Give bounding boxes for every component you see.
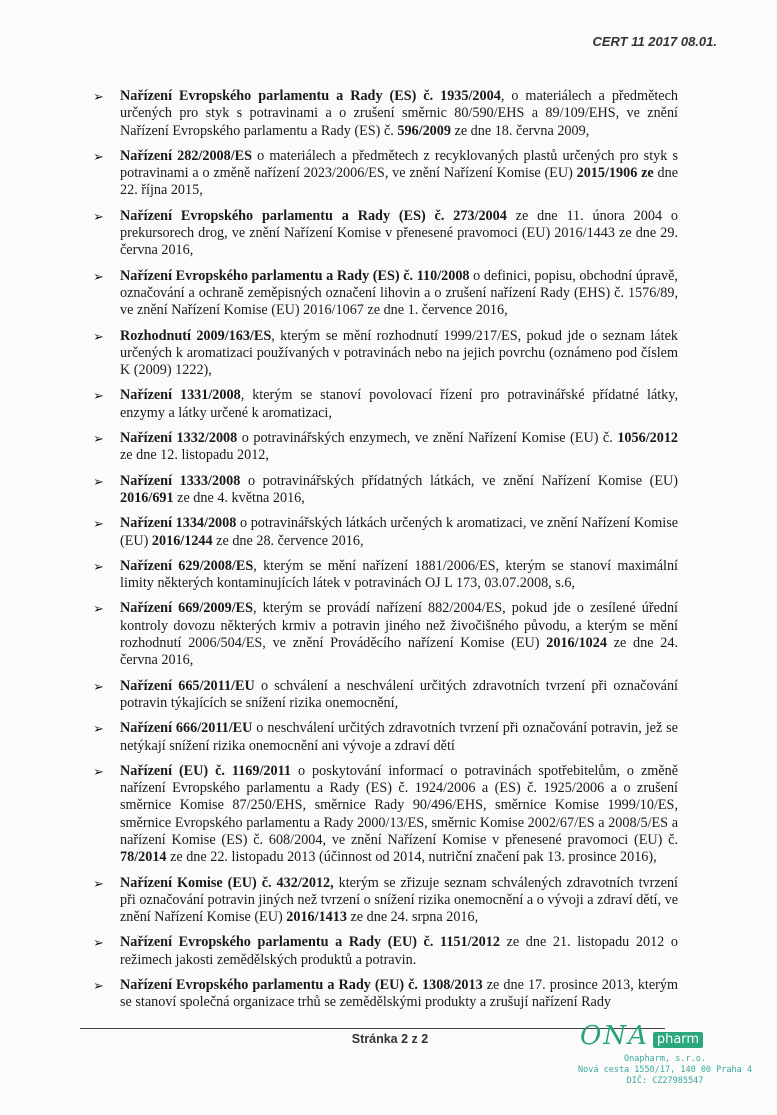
regulation-text: ze dne 17. prosince 2013, kterým se stanoví společná organizace trhů se zemědělskými produkty a zrušují nařízení Rady (120, 977, 679, 1011)
document-code: CERT 11 2017 08.01. (592, 34, 717, 49)
list-item (93, 88, 678, 140)
regulation-reference: Nařízení 629/2008/ES (120, 557, 254, 574)
arrow-bullet-icon: ➢ (93, 678, 104, 694)
list-item (93, 934, 678, 969)
list-item (93, 977, 678, 1012)
regulation-text: , o materiálech a předmětech určených pro styk s potravinami a o zrušení směrnic 80/590/EHS a 89/109/EHS, ve znění Nařízení Evropského parlamentu a Rady (ES) č. (120, 88, 678, 139)
regulation-reference: Nařízení 1332/2008 (120, 430, 238, 447)
regulation-text: ze dne 18. června 2009, (450, 122, 590, 139)
list-item (93, 875, 678, 927)
regulation-text: , kterým se stanoví povolovací řízení pro potravinářské přídatné látky, enzymy a látky určené k aromatizaci, (120, 387, 678, 421)
logo-pharm: pharm (653, 1032, 703, 1048)
regulation-reference: 2016/1413 (286, 909, 347, 926)
stamp-dic: DIČ: CZ27985547 (626, 1075, 704, 1086)
regulation-text: , kterým se mění rozhodnutí 1999/217/ES, pokud jde o seznam látek určených k aromatizaci používaných v potravinách nebo na jejich povrchu (oznámeno pod číslem K (2009) 1222), (120, 327, 678, 379)
regulation-reference: Nařízení 282/2008/ES (120, 147, 253, 164)
regulation-reference: Nařízení 666/2011/EU (120, 720, 253, 737)
arrow-bullet-icon: ➢ (93, 601, 104, 617)
regulation-reference: Nařízení Evropského parlamentu a Rady (EU) č. 1151/2012 (120, 934, 500, 951)
page-number: Stránka 2 z 2 (351, 1031, 429, 1046)
regulation-reference: Nařízení 665/2011/EU (120, 677, 255, 694)
regulation-reference: Nařízení Komise (EU) č. 432/2012, (120, 874, 334, 891)
regulation-reference: Nařízení Evropského parlamentu a Rady (ES) č. 1935/2004 (120, 88, 501, 104)
regulation-reference: Nařízení 1334/2008 (120, 515, 237, 532)
regulation-text: o schválení a neschválení určitých zdravotních tvrzení při označování potravin týkajících se snížení rizika onemocnění, (120, 677, 678, 711)
arrow-bullet-icon: ➢ (93, 978, 104, 994)
regulation-reference: 2016/1244 (151, 532, 213, 549)
list-item (93, 148, 678, 200)
regulation-text: ze dne 24. srpna 2016, (346, 909, 479, 926)
arrow-bullet-icon: ➢ (93, 721, 104, 737)
list-item (93, 208, 678, 260)
regulation-text: ze dne 4. května 2016, (173, 489, 305, 506)
regulation-text: dne 22. října 2015, (120, 165, 678, 199)
regulation-reference: Nařízení Evropského parlamentu a Rady (EU) č. 1308/2013 (120, 977, 483, 994)
regulation-reference: Nařízení Evropského parlamentu a Rady (ES) č. 273/2004 (120, 207, 507, 224)
regulation-text: ze dne 22. listopadu 2013 (účinnost od 2014, nutriční značení pak 13. prosince 2016), (166, 849, 657, 866)
arrow-bullet-icon: ➢ (93, 935, 104, 951)
regulation-text: ze dne 11. února 2004 o prekursorech drog, ve znění Nařízení Komise v přenesené pravomoci (EU) 2016/1443 ze dne 29. června 2016, (120, 207, 678, 259)
regulation-reference: Nařízení 669/2009/ES (120, 600, 253, 617)
regulation-text: o potravinářských enzymech, ve znění Nařízení Komise (EU) č. (237, 430, 618, 447)
arrow-bullet-icon: ➢ (93, 388, 104, 404)
list-item (93, 268, 678, 320)
stamp-company: Onapharm, s.r.o. (624, 1053, 706, 1064)
regulation-text: ze dne 28. července 2016, (212, 532, 364, 549)
arrow-bullet-icon: ➢ (93, 208, 104, 224)
arrow-bullet-icon: ➢ (93, 148, 104, 164)
regulation-text: , kterým se provádí nařízení 882/2004/ES, pokud jde o zesílené úřední kontroly dovozu některých krmiv a potravin jiného než živočišného původu, a kterým se mění rozhodnutí 2006/504/ES, ve znění Prováděcího nařízení Komise (EU) (120, 600, 678, 652)
regulation-text: ze dne 12. listopadu 2012, (120, 447, 269, 464)
regulation-text: o definici, popisu, obchodní úpravě, označování a ochraně zeměpisných označení lihovin a o zrušení nařízení Rady (EHS) č. 1576/89, ve znění Nařízení Komise (EU) 2016/1067 ze dne 1. července 2016, (120, 267, 678, 319)
regulation-text: kterým se zřizuje seznam schválených zdravotních tvrzení při označování potravin jiných než tvrzení o snížení rizika onemocnění a o vývoji a zdraví dětí, ve znění Nařízení Komise (EU) (120, 874, 678, 926)
list-item (93, 430, 678, 465)
list-item (93, 387, 678, 422)
list-item (93, 515, 678, 550)
regulation-text: o potravinářských látkách určených k aromatizaci, ve znění Nařízení Komise (EU) (120, 515, 679, 549)
regulation-reference: Nařízení Evropského parlamentu a Rady (ES) č. 110/2008 (120, 267, 470, 284)
arrow-bullet-icon: ➢ (93, 431, 104, 447)
list-item (93, 720, 678, 755)
regulation-text: o materiálech a předmětech z recyklovaných plastů určených pro styk s potravinami a o změně nařízení 2023/2006/ES, ve znění Nařízení Komise (EU) (120, 147, 678, 182)
list-item (93, 600, 678, 669)
logo-ona: ONA (580, 1020, 649, 1051)
arrow-bullet-icon: ➢ (93, 473, 104, 489)
regulation-reference: 596/2009 (397, 122, 451, 139)
regulation-text: o potravinářských přídatných látkách, ve znění Nařízení Komise (EU) (240, 472, 679, 489)
arrow-bullet-icon: ➢ (93, 89, 104, 104)
regulation-text: ze dne 24. června 2016, (120, 635, 678, 669)
arrow-bullet-icon: ➢ (93, 558, 104, 574)
arrow-bullet-icon: ➢ (93, 763, 104, 779)
regulation-reference: 1056/2012 (617, 430, 679, 447)
regulation-reference: Nařízení (EU) č. 1169/2011 (120, 762, 291, 779)
company-stamp (560, 1020, 770, 1087)
list-item (93, 328, 678, 380)
arrow-bullet-icon: ➢ (93, 268, 104, 284)
regulation-reference: Nařízení 1331/2008 (120, 387, 241, 404)
page-footer (0, 1020, 777, 1115)
list-item (93, 763, 678, 867)
list-item (93, 678, 678, 713)
regulation-reference: Nařízení 1333/2008 (120, 472, 241, 489)
regulation-reference: 2016/1024 (546, 635, 607, 652)
regulation-reference: 78/2014 (120, 849, 167, 866)
regulation-text: o neschválení určitých zdravotních tvrzení při označování potravin, jež se netýkají snížení rizika onemocnění ani vývoje a zdraví dětí (120, 720, 678, 754)
regulation-text: o poskytování informací o potravinách spotřebitelům, o změně nařízení Evropského parlamentu a Rady (ES) č. 1924/2006 a (ES) č. 1925/2006 a o zrušení směrnice Komise 87/250/EHS, směrnice Rady 90/496/EHS, směrnice Komise 1999/10/ES, směrnice Evropského parlamentu a Rady 2000/13/ES, směrnic Komise 2002/67/ES a 2008/5/ES a nařízení Komise (ES) č. 608/2004, ve znění Nařízení Komise v přenesené pravomoci (EU) č. (120, 762, 678, 848)
regulation-text: ze dne 21. listopadu 2012 o režimech jakosti zemědělských produktů a potravin. (120, 934, 678, 968)
arrow-bullet-icon: ➢ (93, 516, 104, 532)
stamp-address: Nová cesta 1550/17, 140 00 Praha 4 (578, 1064, 752, 1075)
regulation-text: , kterým se mění nařízení 1881/2006/ES, kterým se stanoví maximální limity některých kontaminujících látek v potravinách OJ L 173, 03.07.2008, s.6, (120, 557, 678, 592)
arrow-bullet-icon: ➢ (93, 328, 104, 344)
company-logo (580, 1020, 770, 1050)
regulation-reference: Rozhodnutí 2009/163/ES (120, 327, 272, 344)
regulation-reference: 2015/1906 ze (576, 165, 654, 182)
regulation-reference: 2016/691 (120, 489, 174, 506)
list-item (93, 473, 678, 508)
arrow-bullet-icon: ➢ (93, 875, 104, 891)
list-item (93, 558, 678, 593)
